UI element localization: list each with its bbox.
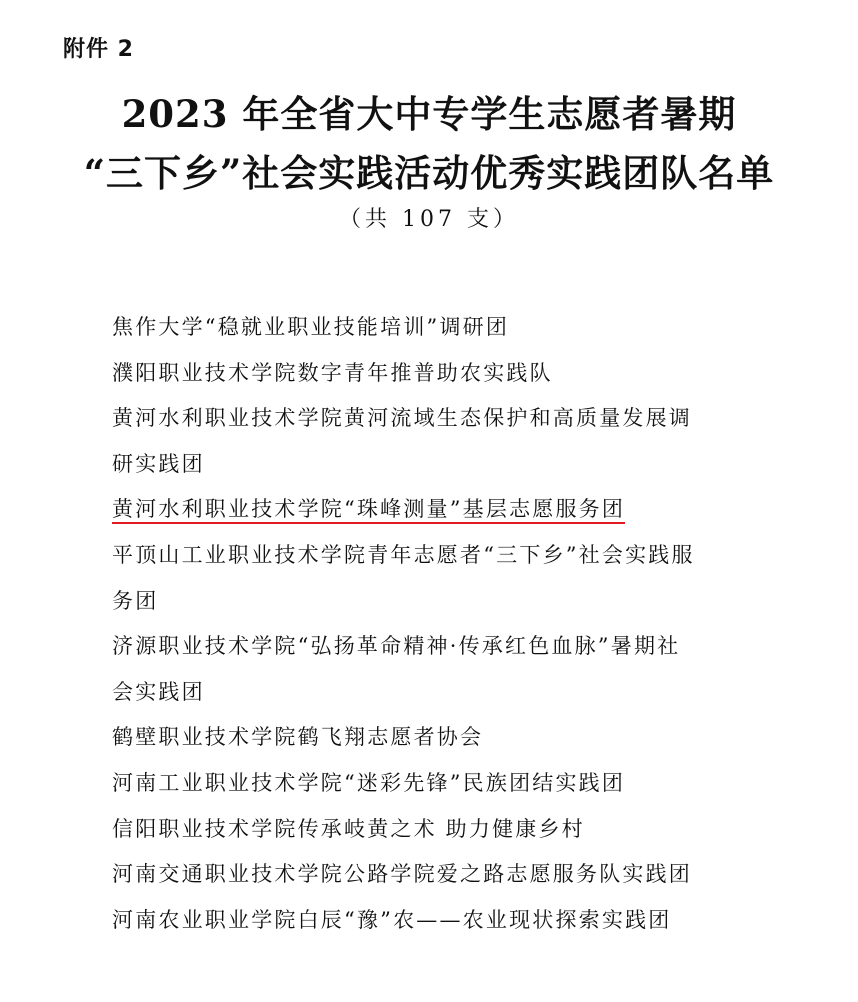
team-name: 濮阳职业技术学院数字青年推普助农实践队	[112, 360, 553, 385]
team-name: 河南工业职业技术学院“迷彩先锋”民族团结实践团	[112, 770, 626, 795]
team-name: 研实践团	[112, 451, 205, 476]
team-list-item	[112, 487, 742, 533]
team-name: 信阳职业技术学院传承岐黄之术 助力健康乡村	[112, 816, 585, 841]
team-name: 黄河水利职业技术学院黄河流域生态保护和高质量发展调	[112, 406, 692, 431]
team-list-item	[112, 533, 742, 579]
team-list-item	[112, 351, 742, 397]
team-list-item	[112, 442, 742, 488]
attachment-label: 附件 2	[63, 37, 134, 62]
team-list-item	[112, 715, 742, 761]
team-list-item	[112, 670, 742, 716]
team-list-item	[112, 898, 742, 944]
team-list-item	[112, 624, 742, 670]
team-count: （共 107 支）	[339, 207, 519, 232]
team-name: 焦作大学“稳就业职业技能培训”调研团	[112, 315, 510, 339]
team-name: 会实践团	[112, 679, 205, 704]
team-name: 鹤壁职业技术学院鹤飞翔志愿者协会	[112, 725, 484, 750]
team-name: 河南农业职业学院白辰“豫”农——农业现状探索实践团	[112, 907, 672, 932]
team-name: 济源职业技术学院“弘扬革命精神·传承红色血脉”暑期社	[112, 634, 681, 659]
team-list	[112, 305, 742, 943]
team-list-item	[112, 396, 742, 442]
document-title-line-1: 2023 年全省大中专学生志愿者暑期	[121, 92, 737, 136]
team-name: 河南交通职业技术学院公路学院爱之路志愿服务队实践团	[112, 862, 692, 887]
team-list-item	[112, 852, 742, 898]
team-name: 平顶山工业职业技术学院青年志愿者“三下乡”社会实践服	[112, 542, 695, 567]
team-list-item	[112, 807, 742, 853]
team-list-item	[112, 579, 742, 625]
document-title-line-2: “三下乡”社会实践活动优秀实践团队名单	[83, 151, 775, 195]
highlighted-team-name: 黄河水利职业技术学院“珠峰测量”基层志愿服务团	[112, 497, 625, 524]
team-list-item	[112, 761, 742, 807]
team-list-item	[112, 305, 742, 351]
team-name: 务团	[112, 588, 159, 613]
